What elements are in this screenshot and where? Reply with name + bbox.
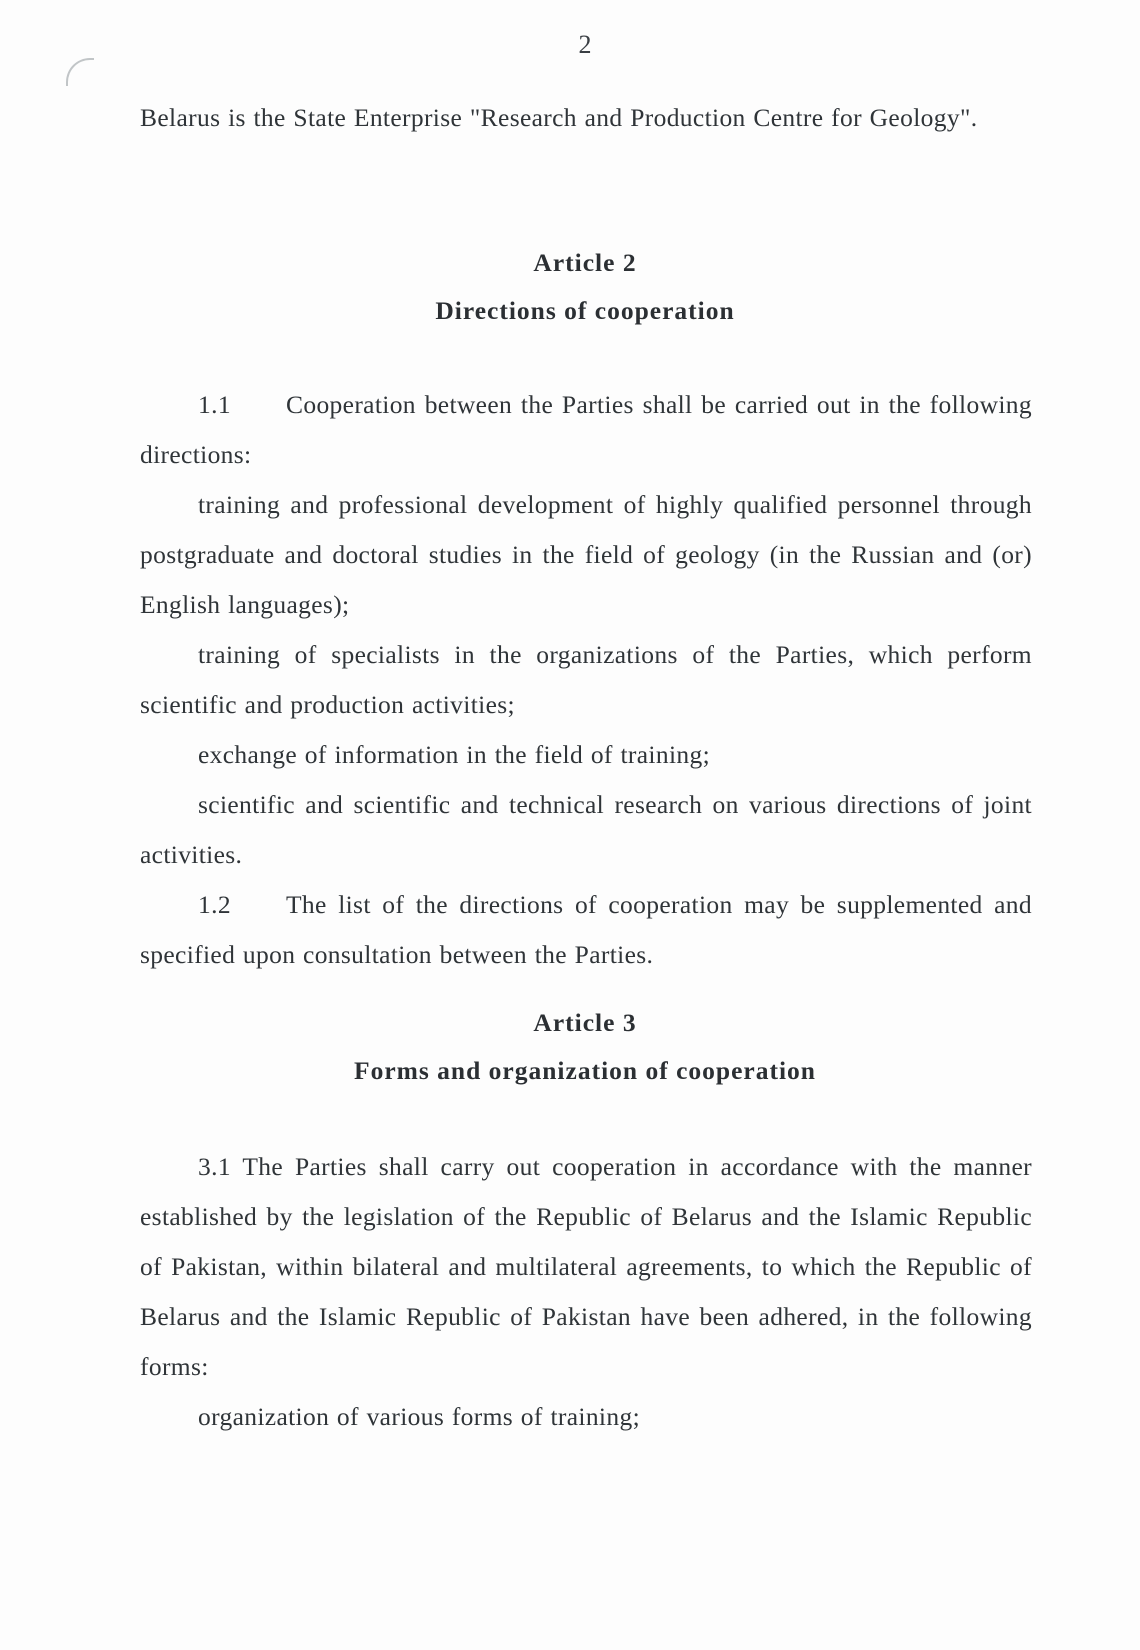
clause-1-2 [140,880,1032,980]
article-2-body [140,380,1032,980]
intro-paragraph-block [140,93,1032,143]
article-2-title: Article 2 [533,248,637,277]
direction-item-3: exchange of information in the field of training; [198,740,711,769]
article-3-body [140,1142,1032,1442]
clause-1-1-text: Cooperation between the Parties shall be carried out in the following directions: [140,390,1032,469]
scan-artifact-mark [66,58,94,86]
clause-1-2-number: 1.2 [198,890,231,919]
clause-1-1-number: 1.1 [198,390,231,419]
article-3-subtitle: Forms and organization of cooperation [354,1056,816,1085]
article-2-subtitle: Directions of cooperation [435,296,735,325]
intro-paragraph: Belarus is the State Enterprise "Research and Production Centre for Geology". [140,103,978,132]
article-3-title: Article 3 [533,1008,637,1037]
direction-item-1: training and professional development of highly qualified personnel through postgraduate and doctoral studies in the field of geology (in the Russian and (or) English languages); [140,490,1032,619]
clause-3-1: 3.1 The Parties shall carry out cooperation in accordance with the manner established by the legislation of the Republic of Belarus and the Islamic Republic of Pakistan, within bilateral and multilateral agreements, to which the Republic of Belarus and the Islamic Republic of Pakistan have been adhered, in the following forms: [140,1152,1032,1381]
form-item-1: organization of various forms of training; [198,1402,641,1431]
clause-1-1 [140,380,1032,480]
clause-1-2-text: The list of the directions of cooperation may be supplemented and specified upon consultation between the Parties. [140,890,1032,969]
page-number: 2 [578,30,592,59]
direction-item-2: training of specialists in the organizations of the Parties, which perform scientific and production activities; [140,640,1032,719]
direction-item-4: scientific and scientific and technical research on various directions of joint activities. [140,790,1032,869]
